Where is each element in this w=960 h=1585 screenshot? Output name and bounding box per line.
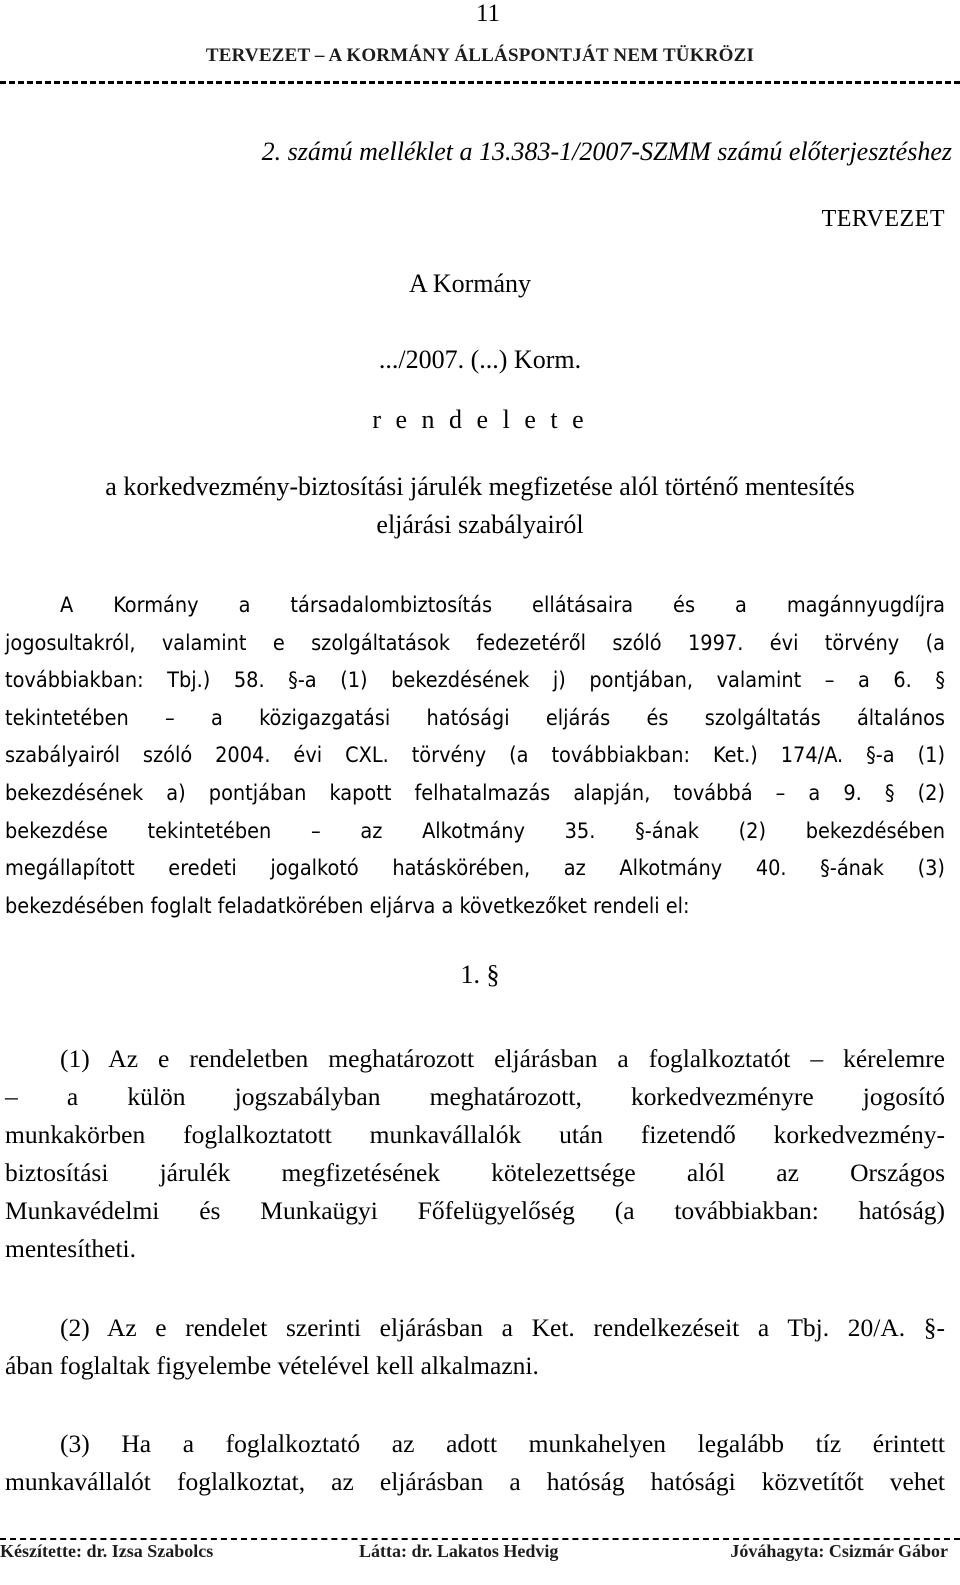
preamble-line: továbbiakban: Tbj.) 58. §-a (1) bekezdésének j) pontjában, valamint – a 6. § [5, 668, 945, 694]
draft-notice: TERVEZET – A KORMÁNY ÁLLÁSPONTJÁT NEM TÜKRÖZI [205, 45, 755, 66]
draft-label: TERVEZET [821, 206, 945, 232]
page-number: 11 [475, 0, 501, 27]
paragraph-line: mentesítheti. [5, 1234, 137, 1263]
paragraph-line: munkavállalót foglalkoztat, az eljárásban a hatóság hatósági közvetítőt vehet [5, 1467, 945, 1496]
paragraph-3 [5, 1425, 945, 1501]
preamble-line: A Kormány a társadalombiztosítás ellátásaira és a magánnyugdíjra [60, 593, 945, 618]
preamble-line: tekintetében – a közigazgatási hatósági eljárás és szolgáltatás általános [5, 705, 945, 731]
decree-title-line-1: a korkedvezmény-biztosítási járulék megfizetése alól történő mentesítés [105, 472, 855, 501]
decree-number: .../2007. (...) Korm. [378, 345, 582, 374]
footer-prepared-by: Készítette: dr. Izsa Szabolcs [0, 1541, 214, 1561]
paragraph-line: (3) Ha a foglalkoztató az adott munkahelyen legalább tíz érintett [60, 1429, 945, 1458]
footer-seen-by: Látta: dr. Lakatos Hedvig [359, 1541, 559, 1561]
paragraph-2 [5, 1309, 945, 1385]
issuer: A Kormány [408, 269, 532, 298]
preamble-line: bekezdésének a) pontjában kapott felhatalmazás alapján, továbbá – a 9. § (2) [5, 780, 945, 806]
paragraph-line: (2) Az e rendelet szerinti eljárásban a Ket. rendelkezéseit a Tbj. 20/A. §- [60, 1313, 945, 1342]
preamble-line: jogosultakról, valamint e szolgáltatások fedezetéről szóló 1997. évi törvény (a [5, 630, 945, 656]
paragraph-line: munkakörben foglalkoztatott munkavállalók után fizetendő korkedvezmény- [5, 1120, 945, 1149]
preamble-paragraph [5, 587, 945, 925]
paragraph-line: biztosítási járulék megfizetésének kötelezettsége alól az Országos [5, 1158, 945, 1187]
header-divider [0, 81, 960, 84]
annex-reference: 2. számú melléklet a 13.383-1/2007-SZMM számú előterjesztéshez [261, 137, 952, 166]
decree-title-line-2: eljárási szabályairól [376, 510, 584, 539]
paragraph-line: ában foglaltak figyelembe vételével kell alkalmazni. [5, 1351, 539, 1380]
preamble-line: szabályairól szóló 2004. évi CXL. törvény (a továbbiakban: Ket.) 174/A. §-a (1) [5, 743, 945, 769]
preamble-line: bekezdése tekintetében – az Alkotmány 35. §-ának (2) bekezdésében [5, 818, 945, 844]
section-heading: 1. § [460, 960, 500, 989]
footer-divider [0, 1538, 960, 1540]
paragraph-line: – a külön jogszabályban meghatározott, korkedvezményre jogosító [5, 1082, 945, 1111]
footer-approved-by: Jóváhagyta: Csizmár Gábor [730, 1541, 948, 1561]
paragraph-1 [5, 1040, 945, 1268]
paragraph-line: Munkavédelmi és Munkaügyi Főfelügyelőség (a továbbiakban: hatóság) [5, 1196, 945, 1225]
preamble-line: megállapított eredeti jogalkotó hatáskörében, az Alkotmány 40. §-ának (3) [5, 856, 945, 882]
paragraph-line: (1) Az e rendeletben meghatározott eljárásban a foglalkoztatót – kérelemre [60, 1044, 945, 1073]
decree-word: r e n d e l e t e [372, 405, 588, 434]
preamble-line: bekezdésében foglalt feladatkörében eljárva a következőket rendeli el: [5, 893, 690, 919]
